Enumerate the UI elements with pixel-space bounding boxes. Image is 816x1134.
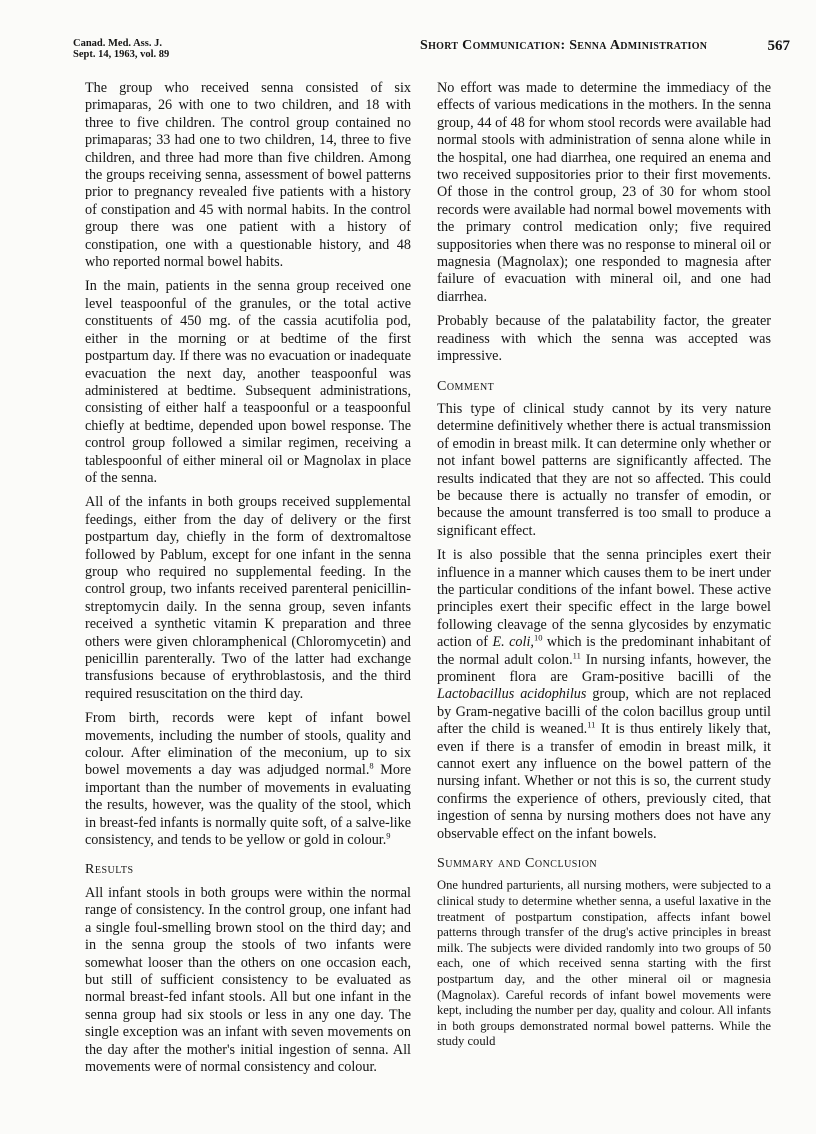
journal-issue: Sept. 14, 1963, vol. 89	[73, 49, 170, 60]
summary-paragraph: One hundred parturients, all nursing mothers, were subjected to a clinical study to determine whether senna, a useful laxative in the treatment of postpartum constipation, affects infant bowel patterns through transfer of the drug's active principles in breast milk. The subjects were divided randomly into two groups of 50 each, one of which received senna starting with the first postpartum day, and the other mineral oil or magnesia (Magnolax). Careful records of infant bowel movements were kept, including the number per day, quality and colour. All infants in both groups demonstrated normal bowel patterns. While the study could	[437, 878, 771, 1049]
paragraph: No effort was made to determine the immediacy of the effects of various medications in the mothers. In the senna group, 44 of 48 for whom stool records were available had normal stools with administration of senna alone while in the hospital, one had diarrhea, one required an enema and two received suppositories prior to their first movements. Of those in the control group, 23 of 30 for whom stool records were available had normal bowel movements with the primary control medication only; five required suppositories when there was no response to mineral oil or magnesia (Magnolax); one responded to magnesia after failure of evacuation with mineral oil, and one had diarrhea.	[437, 80, 771, 305]
section-heading-results: Results	[85, 862, 134, 878]
paragraph: All of the infants in both groups received supplemental feedings, either from the day of delivery or the first postpartum day, chiefly in the form of dextromaltose followed by Pablum, except for one infant in the senna group who required no supplemental feeding. In the control group, two infants received parenteral penicillin-streptomycin daily. In the senna group, seven infants received a synthetic vitamin K preparation and three others were given chloramphenical (Chloromycetin) and penicillin parenterally. Two of the latter had exchange transfusions because of erythroblastosis, and the third required resuscitation on the third day.	[85, 494, 411, 702]
reference-marker: 11	[587, 719, 596, 730]
section-heading-comment: Comment	[437, 378, 495, 394]
paragraph: From birth, records were kept of infant bowel movements, including the number of stools, quality and colour. After elimination of the meconium, up to six bowel movements a day was adjudged normal.$^8$ More important than the number of movements in evaluating the results, however, was the quality of the stool, which in breast-fed infants is normally quite soft, of a salve-like consistency, and tends to be yellow or gold in colour.$^9$	[85, 710, 411, 849]
page-number: 567	[767, 38, 790, 54]
running-header	[420, 38, 790, 54]
paragraph: It is also possible that the senna principles exert their influence in a manner which causes them to be inert under the particular conditions of the infant bowel. These active principles exert their specific effect in the large bowel following cleavage of the senna glycosides by enzymatic action of E. coli,$^{10}$ which is the predominant inhabitant of the normal adult colon.$^{11}$ In nursing infants, however, the prominent flora are Gram-positive bacilli of the Lactobacillus acidophilus group, which are not replaced by Gram-negative bacilli of the colon bacillus group until after the child is weaned.$^{11}$ It is thus entirely likely that, even if there is a transfer of emodin in breast milk, it cannot exert any influence on the bowel pattern of the nursing infant. Whether or not this is so, the current study confirms the experience of others, previously cited, that ingestion of senna by nursing mothers does not have any observable effect on the infant bowels.	[437, 547, 772, 842]
species-name: Lactobacillus acidophilus	[437, 686, 587, 703]
paragraph: Probably because of the palatability factor, the greater readiness with which the senna was accepted was impressive.	[437, 313, 771, 365]
paragraph: The group who received senna consisted of six primaparas, 26 with one to two children, and 18 with three to five children. The control group contained no primaparas; 33 had one to two children, 14, three to five children, and three had more than five children. Among the groups receiving senna, assessment of bowel patterns prior to pregnancy revealed five patients with a history of constipation and 45 with normal habits. In the control group there was one patient with a history of constipation, one with a questionable history, and 48 who reported normal bowel habits.	[85, 80, 411, 271]
reference-marker: 8	[369, 760, 374, 771]
reference-marker: 10	[533, 632, 543, 643]
journal-citation	[73, 38, 169, 60]
species-name: E. coli,	[492, 634, 534, 651]
running-title: Short Communication: Senna Administration	[420, 38, 708, 53]
paragraph: In the main, patients in the senna group received one level teaspoonful of the granules, or the total active constituents of 450 mg. of the cassia acutifolia pod, either in the morning or at bedtime of the first postpartum day. If there was no evacuation or inadequate evacuation the next day, another teaspoonful was administered at bedtime. Subsequent administrations, consisting of either half a teaspoonful or a teaspoonful chiefly at bedtime, depended upon bowel response. The control group followed a similar regimen, receiving a tablespoonful of either mineral oil or Magnolax in place of the senna.	[85, 278, 411, 486]
left-column	[85, 80, 411, 1076]
reference-marker: 9	[386, 830, 391, 841]
section-heading-summary: Summary and Conclusion	[437, 856, 598, 872]
paragraph: This type of clinical study cannot by its very nature determine definitively whether there is actual transmission of emodin in breast milk. It can determine only whether or not infant bowel patterns are significantly affected. The results indicated that they are not so affected. This could be because there is actually no transfer of emodin, or because the amount transferred is too small to produce a significant effect.	[437, 400, 771, 539]
journal-name: Canad. Med. Ass. J.	[73, 38, 162, 49]
paragraph: All infant stools in both groups were within the normal range of consistency. In the control group, one infant had a single foul-smelling brown stool on the third day; and in the senna group the stools of two infants were somewhat looser than the others on one occasion each, but still of sufficient consistency to be evaluated as normal breast-fed infant stools. All but one infant in the senna group had six stools or less in any one day. The single exception was an infant with seven movements on the day after the mother's initial ingestion of senna. All movements were of normal consistency and colour.	[85, 884, 411, 1075]
reference-marker: 11	[572, 649, 581, 660]
right-column	[437, 80, 771, 1050]
